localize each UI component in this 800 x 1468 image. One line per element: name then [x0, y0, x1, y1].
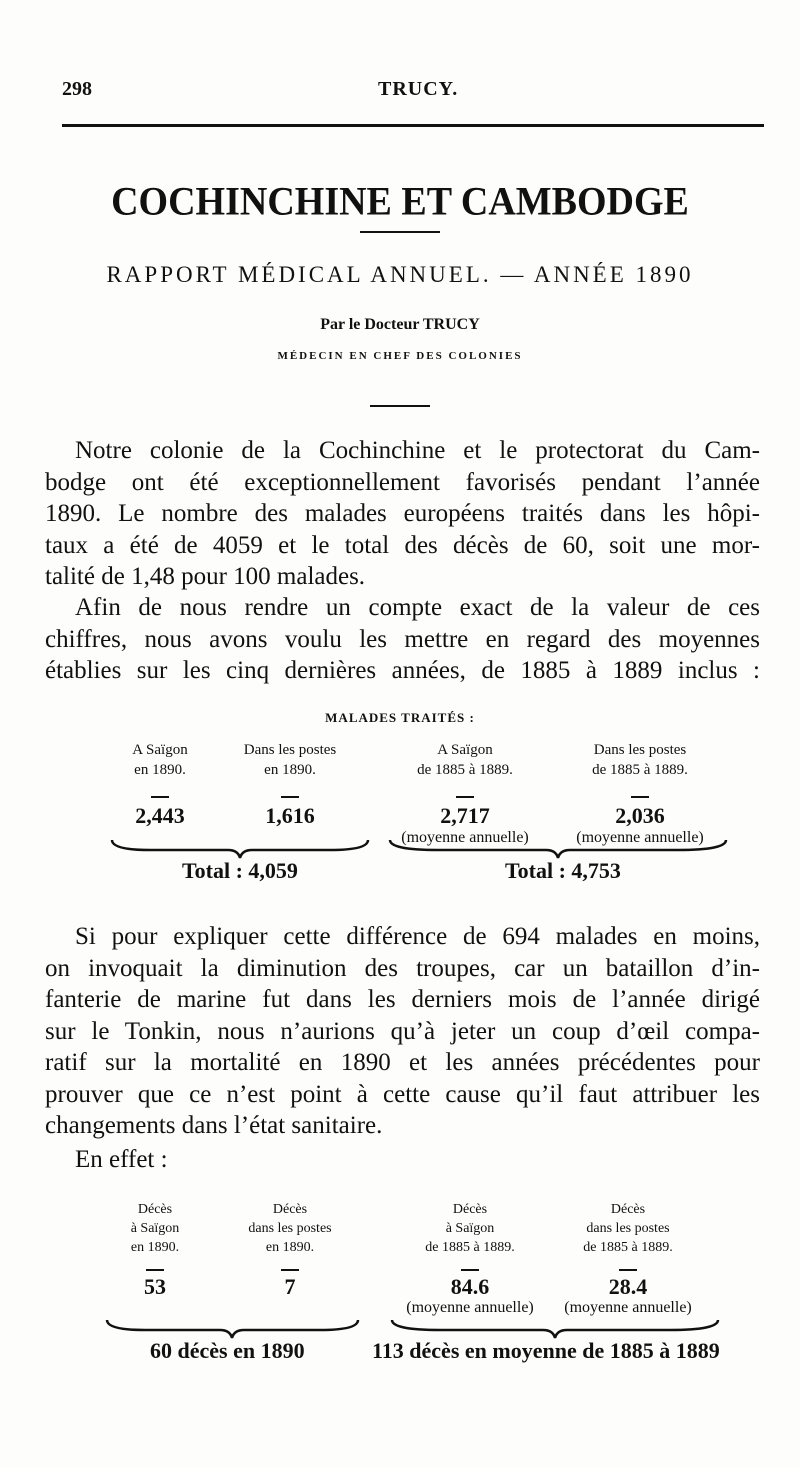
- text-line: Si pour expliquer cette différence de 694 malades en moins,: [75, 923, 760, 950]
- brace-right: [390, 1318, 720, 1340]
- column-label: Décès: [610, 1202, 646, 1217]
- column-value: 2,036: [615, 803, 665, 828]
- table1-column: [560, 740, 720, 848]
- document-subtitle: RAPPORT MÉDICAL ANNUEL. — ANNÉE 1890: [106, 262, 694, 287]
- table1-column: [385, 740, 545, 848]
- column-label: Dans les postes: [593, 742, 687, 758]
- text-line: prouver que ce n’est point à cette cause qu’il faut attribuer les: [45, 1080, 760, 1108]
- column-label: dans les postes: [248, 1221, 332, 1236]
- document-title: COCHINCHINE ET CAMBODGE: [111, 179, 689, 225]
- text-line: taux a été de 4059 et le total des décès de 60, soit une mor-: [45, 531, 760, 559]
- text-line: Afin de nous rendre un compte exact de la valeur de ces: [75, 594, 760, 621]
- column-label: en 1890.: [265, 1240, 315, 1255]
- paragraph-explanation: [45, 921, 760, 1142]
- table1-column: [225, 740, 355, 826]
- section-divider: [370, 405, 430, 407]
- column-value: 7: [284, 1274, 296, 1299]
- column-value: 1,616: [265, 803, 315, 828]
- text-line: fanterie de marine fut dans les derniers mois de l’année dirigé: [45, 986, 760, 1013]
- author-role: MÉDECIN EN CHEF DES COLONIES: [277, 350, 523, 362]
- column-value: 84.6: [450, 1274, 490, 1299]
- column-label: A Saïgon: [132, 742, 188, 758]
- text-line: bodge ont été exceptionnellement favorisés pendant l’année: [45, 468, 760, 496]
- paragraph-intro: [45, 435, 760, 593]
- column-label: Décès: [452, 1202, 488, 1217]
- column-label: de 1885 à 1889.: [592, 762, 688, 778]
- column-dash: [281, 796, 299, 798]
- brace-left: [110, 838, 370, 860]
- total-average: Total : 4,753: [505, 858, 621, 883]
- table2-column: [548, 1200, 708, 1317]
- column-dash: [461, 1269, 479, 1271]
- column-value: 2,717: [440, 803, 490, 828]
- column-label: Dans les postes: [243, 742, 337, 758]
- deaths-average: 113 décès en moyenne de 1885 à 1889: [372, 1338, 720, 1363]
- column-label: de 1885 à 1889.: [425, 1240, 515, 1255]
- column-dash: [151, 796, 169, 798]
- text-line: changements dans l’état sanitaire.: [45, 1112, 383, 1139]
- brace-left: [105, 1318, 360, 1340]
- column-label: de 1885 à 1889.: [583, 1240, 673, 1255]
- text-line: 1890. Le nombre des malades européens traités dans les hôpi-: [45, 500, 760, 527]
- paragraph-comparison: [45, 592, 760, 687]
- column-note: (moyenne annuelle): [564, 1299, 692, 1316]
- column-dash: [281, 1269, 299, 1271]
- column-note: (moyenne annuelle): [401, 829, 529, 846]
- column-label: dans les postes: [586, 1221, 670, 1236]
- text-line: établies sur les cinq dernières années, de 1885 à 1889 inclus :: [45, 657, 760, 684]
- paragraph-en-effet: En effet :: [75, 1146, 168, 1173]
- column-note: (moyenne annuelle): [406, 1299, 534, 1316]
- column-label: Décès: [272, 1202, 308, 1217]
- column-label: à Saïgon: [130, 1221, 180, 1236]
- brace-right: [388, 838, 728, 860]
- table1-column: [105, 740, 215, 826]
- byline: Par le Docteur TRUCY: [320, 316, 480, 333]
- column-label: de 1885 à 1889.: [417, 762, 513, 778]
- text-line: talité de 1,48 pour 100 malades.: [45, 563, 366, 590]
- table2-column: [105, 1200, 205, 1299]
- column-value: 2,443: [135, 803, 185, 828]
- column-dash: [146, 1269, 164, 1271]
- text-line: ratif sur la mortalité en 1890 et les années précédentes pour: [45, 1049, 760, 1076]
- table2-column: [225, 1200, 355, 1299]
- column-dash: [456, 796, 474, 798]
- page-number: 298: [62, 78, 92, 100]
- total-1890: Total : 4,059: [182, 858, 298, 883]
- header-rule: [62, 124, 764, 127]
- title-divider: [360, 231, 440, 233]
- column-label: à Saïgon: [445, 1221, 495, 1236]
- column-label: en 1890.: [134, 762, 186, 778]
- column-label: en 1890.: [264, 762, 316, 778]
- text-line: sur le Tonkin, nous n’aurions qu’à jeter un coup d’œil compa-: [45, 1017, 760, 1045]
- column-label: A Saïgon: [437, 742, 493, 758]
- column-value: 28.4: [608, 1274, 648, 1299]
- table-heading: MALADES TRAITÉS :: [325, 710, 475, 725]
- text-line: chiffres, nous avons voulu les mettre en regard des moyennes: [45, 625, 760, 653]
- text-line: on invoquait la diminution des troupes, car un bataillon d’in-: [45, 954, 760, 982]
- table2-column: [390, 1200, 550, 1317]
- column-value: 53: [144, 1274, 166, 1299]
- running-title: TRUCY.: [378, 78, 459, 100]
- column-label: en 1890.: [130, 1240, 180, 1255]
- column-dash: [631, 796, 649, 798]
- deaths-1890: 60 décès en 1890: [150, 1338, 305, 1363]
- text-line: Notre colonie de la Cochinchine et le protectorat du Cam-: [75, 437, 760, 464]
- column-note: (moyenne annuelle): [576, 829, 704, 846]
- column-dash: [619, 1269, 637, 1271]
- column-label: Décès: [137, 1202, 173, 1217]
